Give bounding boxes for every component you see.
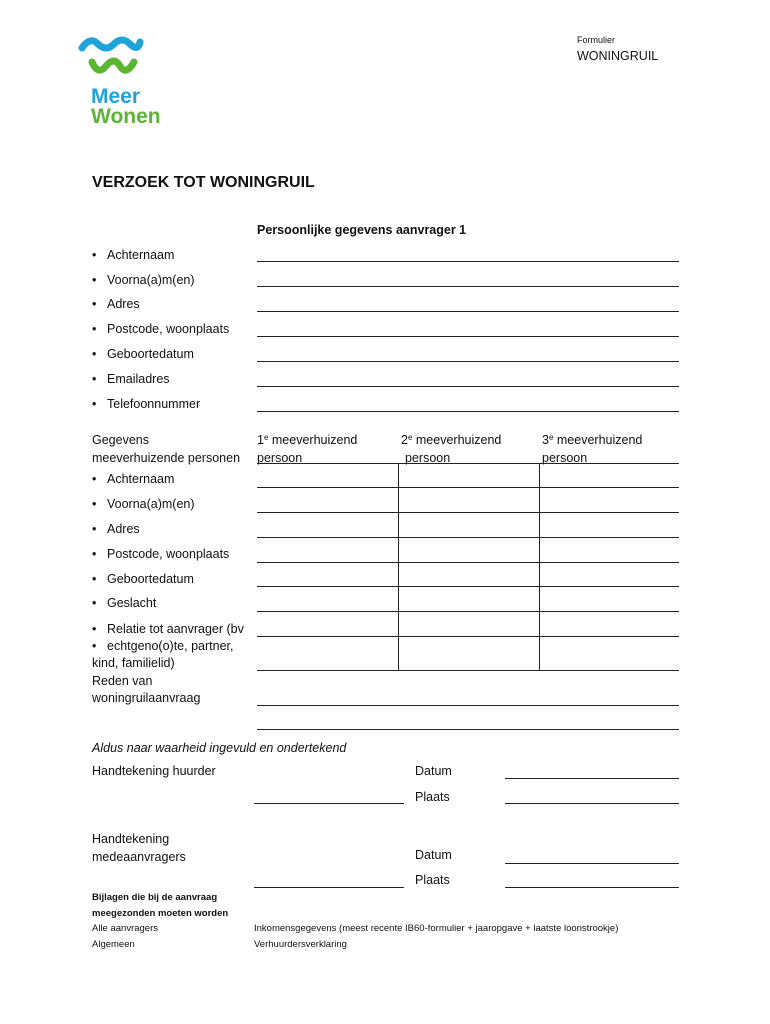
field-postcode-line[interactable] bbox=[257, 336, 679, 337]
meerwonen-logo bbox=[78, 34, 144, 84]
s2-label-relatie bbox=[92, 621, 244, 672]
plaats-line-2[interactable] bbox=[505, 887, 679, 888]
grid-line-4[interactable] bbox=[257, 537, 679, 538]
bijlagen-row-1-label: Alle aanvragers bbox=[92, 923, 159, 934]
col2-header bbox=[401, 431, 501, 467]
datum-line-1[interactable] bbox=[505, 778, 679, 779]
grid-line-2[interactable] bbox=[257, 487, 679, 488]
s2-label-geslacht: • Geslacht bbox=[92, 596, 156, 611]
col1-num: 1 bbox=[257, 433, 264, 447]
relatie-line1: • Relatie tot aanvrager (bv bbox=[92, 621, 244, 638]
field-telefoonnummer-line[interactable] bbox=[257, 411, 679, 412]
col2-sup: e bbox=[407, 433, 413, 442]
field-achternaam-line[interactable] bbox=[257, 261, 679, 262]
field-emailadres-line[interactable] bbox=[257, 386, 679, 387]
s2-label-achternaam: • Achternaam bbox=[92, 472, 174, 487]
col1-header bbox=[257, 431, 357, 467]
grid-vline-1 bbox=[398, 463, 399, 670]
bijlagen-heading-line2: meegezonden moeten worden bbox=[92, 908, 229, 919]
grid-line-7[interactable] bbox=[257, 611, 679, 612]
reden-line2: woningruilaanvraag bbox=[92, 691, 201, 705]
datum-line-2[interactable] bbox=[505, 863, 679, 864]
medeaanvragers-line1: Handtekening bbox=[92, 832, 170, 846]
form-label: Formulier bbox=[577, 35, 616, 45]
datum-label-2: Datum bbox=[415, 848, 452, 862]
bijlagen-row-1-value: Inkomensgegevens (meest recente IB60-formulier + jaaropgave + laatste loonstrookje) bbox=[254, 923, 619, 934]
plaats-label-2: Plaats bbox=[415, 873, 450, 887]
medeaanvragers-line2: medeaanvragers bbox=[92, 850, 186, 864]
bijlagen-row-2-value: Verhuurdersverklaring bbox=[254, 939, 347, 950]
col2-word2: persoon bbox=[405, 451, 451, 465]
field-voornamen-line[interactable] bbox=[257, 286, 679, 287]
relatie-line2: • echtgeno(o)te, partner, bbox=[92, 638, 244, 655]
col2-num: 2 bbox=[401, 433, 408, 447]
col3-sup: e bbox=[548, 433, 554, 442]
bijlagen-row-2-label: Algemeen bbox=[92, 939, 135, 950]
section1-heading: Persoonlijke gegevens aanvrager 1 bbox=[257, 223, 467, 237]
grid-line-6[interactable] bbox=[257, 586, 679, 587]
signature-medeaanvragers-line[interactable] bbox=[254, 887, 404, 888]
signature-huurder-label: Handtekening huurder bbox=[92, 764, 216, 778]
relatie-line3: kind, familielid) bbox=[92, 656, 175, 670]
bijlagen-heading-line1: Bijlagen die bij de aanvraag bbox=[92, 892, 218, 903]
col3-header bbox=[542, 431, 642, 467]
grid-line-9[interactable] bbox=[257, 670, 679, 671]
signature-statement: Aldus naar waarheid ingevuld en ondertekend bbox=[92, 741, 347, 755]
grid-line-3[interactable] bbox=[257, 512, 679, 513]
plaats-label-1: Plaats bbox=[415, 790, 450, 804]
section2-label bbox=[92, 431, 240, 467]
page-title: VERZOEK TOT WONINGRUIL bbox=[92, 174, 315, 191]
field-geboortedatum-line[interactable] bbox=[257, 361, 679, 362]
plaats-line-1[interactable] bbox=[505, 803, 679, 804]
col3-word2: persoon bbox=[542, 451, 588, 465]
col2-word: meeverhuizend bbox=[415, 433, 502, 447]
field-label-adres: • Adres bbox=[92, 297, 140, 312]
s2-label-geboortedatum: • Geboortedatum bbox=[92, 572, 194, 587]
field-label-postcode: • Postcode, woonplaats bbox=[92, 322, 229, 337]
grid-line-5[interactable] bbox=[257, 562, 679, 563]
field-label-geboortedatum: • Geboortedatum bbox=[92, 347, 194, 362]
grid-line-1 bbox=[257, 463, 679, 464]
logo-text-meer: Meer bbox=[91, 85, 141, 108]
bijlagen-heading bbox=[92, 890, 228, 922]
section2-label-line2: meeverhuizende personen bbox=[92, 451, 241, 465]
logo-text-wonen: Wonen bbox=[91, 105, 161, 128]
s2-label-voornamen: • Voorna(a)m(en) bbox=[92, 497, 195, 512]
signature-huurder-line[interactable] bbox=[254, 803, 404, 804]
col1-word2: persoon bbox=[257, 451, 303, 465]
field-label-voornamen: • Voorna(a)m(en) bbox=[92, 273, 195, 288]
grid-vline-2 bbox=[539, 463, 540, 670]
form-name: WONINGRUIL bbox=[577, 49, 659, 63]
reden-line1: Reden van bbox=[92, 674, 153, 688]
col3-num: 3 bbox=[542, 433, 549, 447]
field-label-achternaam: • Achternaam bbox=[92, 248, 174, 263]
field-adres-line[interactable] bbox=[257, 311, 679, 312]
datum-label-1: Datum bbox=[415, 764, 452, 778]
section2-label-line1: Gegevens bbox=[92, 433, 149, 447]
col1-word: meeverhuizend bbox=[271, 433, 358, 447]
s2-label-adres: • Adres bbox=[92, 522, 140, 537]
field-label-emailadres: • Emailadres bbox=[92, 372, 170, 387]
reden-line-a[interactable] bbox=[257, 705, 679, 706]
field-label-telefoonnummer: • Telefoonnummer bbox=[92, 397, 200, 412]
signature-medeaanvragers-label bbox=[92, 830, 186, 866]
col3-word: meeverhuizend bbox=[556, 433, 643, 447]
col1-sup: e bbox=[263, 433, 269, 442]
reden-line-b[interactable] bbox=[257, 729, 679, 730]
s2-label-postcode: • Postcode, woonplaats bbox=[92, 547, 229, 562]
s2-label-reden bbox=[92, 673, 200, 707]
grid-line-8[interactable] bbox=[257, 636, 679, 637]
